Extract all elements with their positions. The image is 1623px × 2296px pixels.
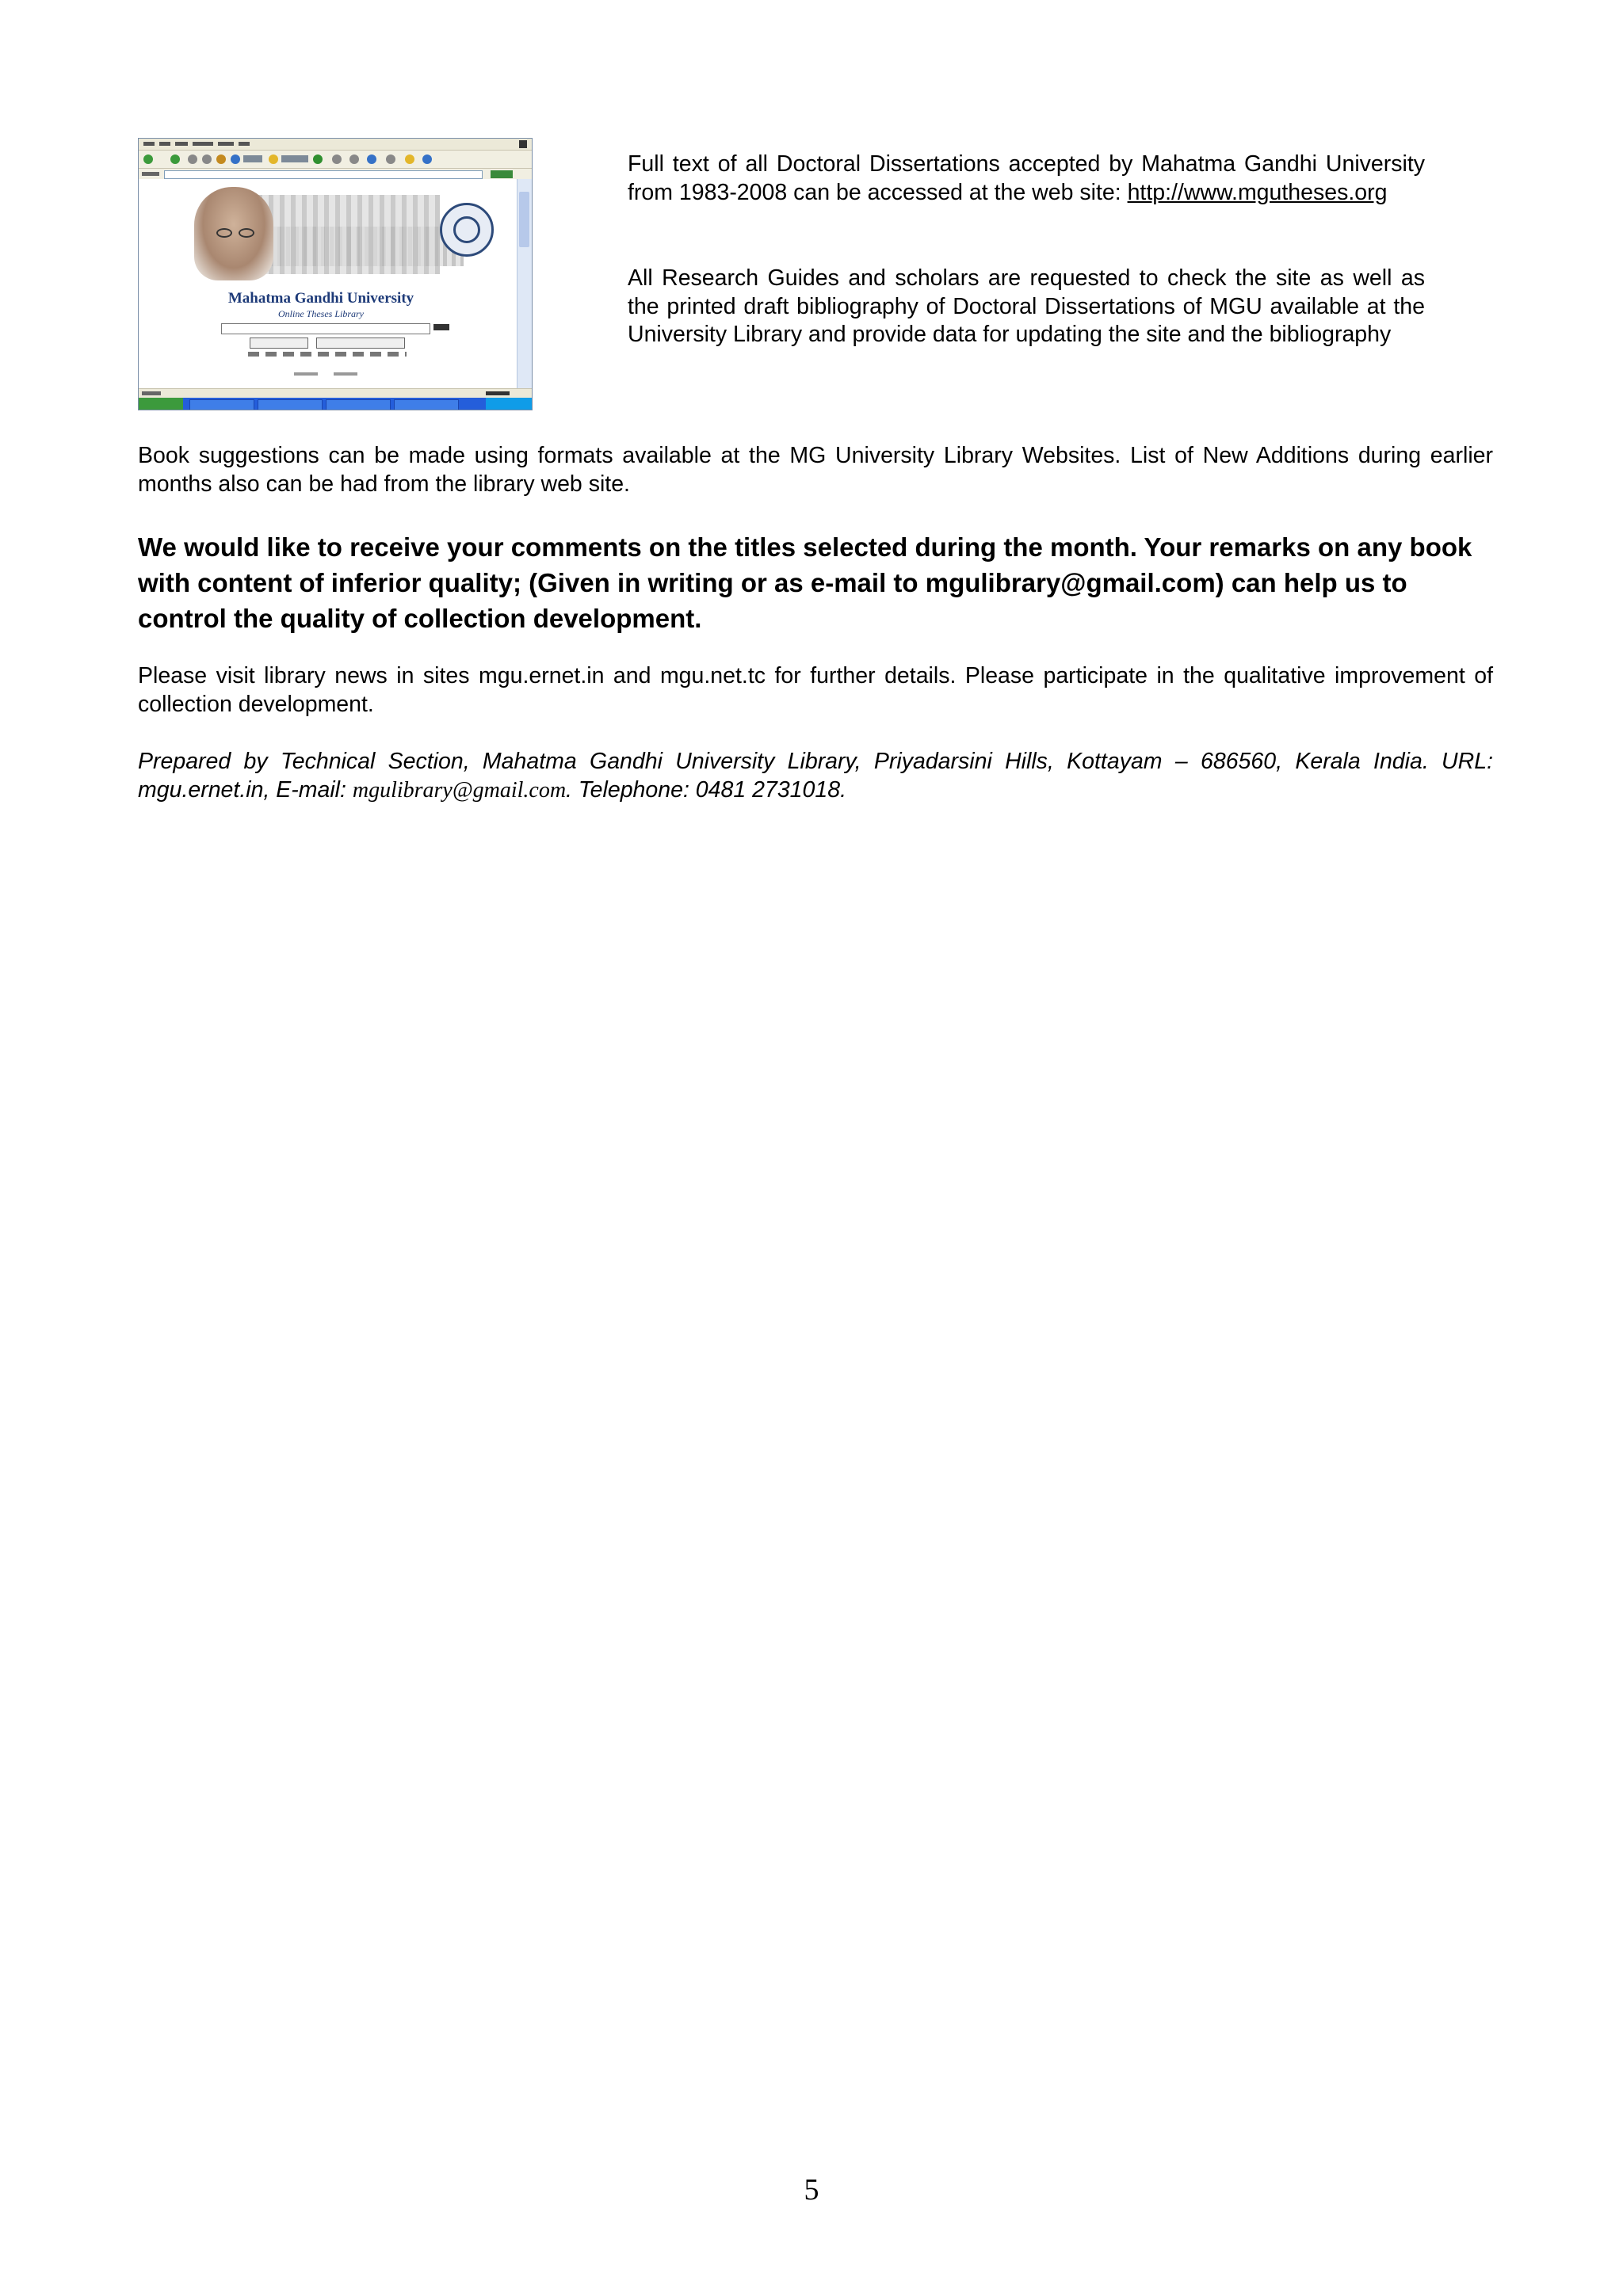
windows-taskbar bbox=[139, 398, 533, 410]
dissertations-paragraph bbox=[628, 151, 1425, 207]
browser-toolbar bbox=[139, 151, 532, 169]
start-button bbox=[139, 398, 183, 410]
website-title: Mahatma Gandhi University bbox=[227, 290, 414, 307]
visit-library-news-paragraph: Please visit library news in sites mgu.ernet.in and mgu.net.tc for further details. Please participate in the qualitative improvement of collection development. bbox=[138, 663, 1493, 717]
telephone-text: . Telephone: 0481 2731018. bbox=[566, 776, 846, 803]
gandhi-portrait bbox=[194, 187, 273, 280]
website-subtitle: Online Theses Library bbox=[278, 308, 364, 319]
dissertations-text: Full text of all Doctoral Dissertations accepted by Mahatma Gandhi University from 1983-2008 can be accessed at the web site: bbox=[628, 151, 1425, 205]
prepared-by-text: Prepared by Technical Section, Mahatma Gandhi University Library, Priyadarsini Hills, Kottayam – 686560, Kerala India. URL: mgu.ernet.in, E-mail: bbox=[138, 749, 1493, 803]
prepared-by-paragraph bbox=[138, 748, 1493, 804]
browser-scrollbar bbox=[517, 179, 532, 388]
browser-menubar bbox=[139, 139, 532, 151]
website-search-box bbox=[221, 323, 430, 334]
forward-icon bbox=[170, 154, 180, 164]
favorites-icon bbox=[269, 154, 278, 164]
university-emblem-icon bbox=[440, 203, 494, 257]
website-advanced-search-button bbox=[316, 338, 405, 349]
mgutheses-link[interactable]: http://www.mgutheses.org bbox=[1127, 179, 1388, 205]
research-guides-paragraph: All Research Guides and scholars are requested to check the site as well as the printed draft bibliography of Doctoral Dissertations of MGU available at the University Library and provide data for updating the site and the bibliography bbox=[628, 265, 1425, 347]
page-number: 5 bbox=[804, 2173, 819, 2206]
comments-request-paragraph: We would like to receive your comments on the titles selected during the month. Your remarks on any book with content of inferior quality; (Given in writing or as e-mail to mgulibrary@gmail.com) can help us to control the quality of collection development. bbox=[138, 532, 1472, 633]
website-screenshot bbox=[138, 138, 533, 410]
windows-logo-icon bbox=[519, 140, 527, 148]
book-suggestions-paragraph: Book suggestions can be made using formats available at the MG University Library Websites. List of New Additions during earlier months also can be had from the library web site. bbox=[138, 443, 1493, 497]
website-content bbox=[139, 179, 517, 388]
website-search-button bbox=[250, 338, 308, 349]
contact-email: mgulibrary@gmail.com bbox=[352, 777, 567, 803]
search-icon bbox=[231, 154, 240, 164]
back-icon bbox=[143, 154, 153, 164]
